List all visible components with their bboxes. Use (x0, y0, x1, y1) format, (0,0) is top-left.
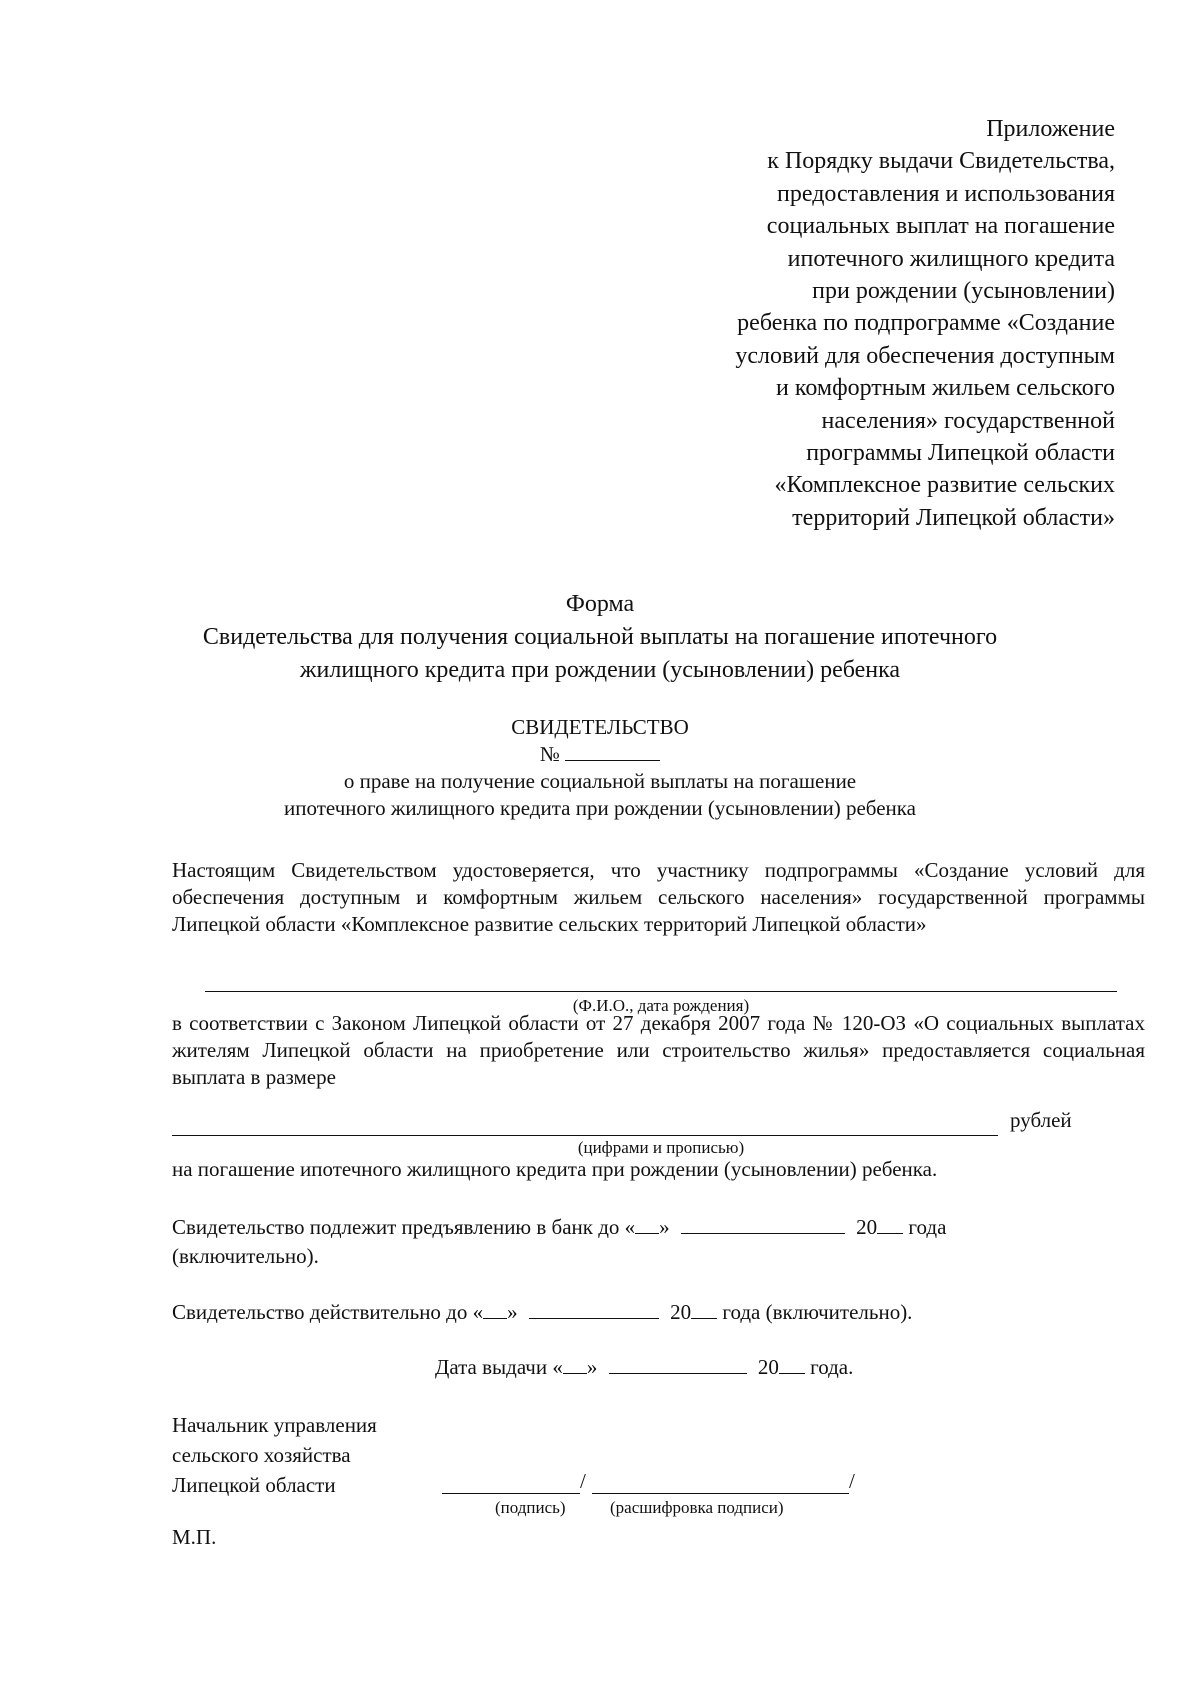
form-title-line2: Свидетельства для получения социальной выплаты на погашение ипотечного (202, 624, 998, 650)
bank-month-blank[interactable] (681, 1215, 845, 1234)
bank-line-prefix: Свидетельство подлежит предъявлению в банк до « (172, 1215, 636, 1239)
amount-blank-line[interactable] (172, 1135, 998, 1136)
appendix-line: территорий Липецкой области» (792, 504, 1115, 531)
valid-until-line (172, 1299, 912, 1326)
bank-year-blank[interactable] (877, 1215, 903, 1234)
signature-decode-blank-line[interactable] (592, 1493, 849, 1494)
appendix-line: предоставления и использования (777, 180, 1115, 207)
signature-slash-end: / (849, 1469, 855, 1493)
issue-month-blank[interactable] (609, 1355, 747, 1374)
appendix-line: условий для обеспечения доступным (735, 342, 1115, 369)
valid-quote-close: » (507, 1300, 518, 1324)
issue-year-blank[interactable] (779, 1355, 805, 1374)
appendix-line: социальных выплат на погашение (766, 213, 1115, 240)
issue-date-line (435, 1354, 853, 1381)
bank-deadline-line2: (включительно). (172, 1244, 319, 1268)
appendix-line: населения» государственной (821, 407, 1115, 434)
valid-day-blank[interactable] (483, 1300, 507, 1319)
rubles-label: рублей (1010, 1108, 1072, 1132)
bank-day-blank[interactable] (635, 1215, 659, 1234)
issue-year-prefix: 20 (757, 1355, 779, 1379)
paragraph-law: в соответствии с Законом Липецкой области от 27 декабря 2007 года № 120-ОЗ «О социальных выплатах жителям Липецкой области на приобретение или строительство жилья» предоставляется социальная выплата в размере (172, 1011, 1145, 1089)
certificate-title: СВИДЕТЕЛЬСТВО (511, 715, 689, 739)
position-line3: Липецкой области (172, 1473, 336, 1497)
valid-month-blank[interactable] (529, 1300, 659, 1319)
valid-year-prefix: 20 (670, 1300, 692, 1324)
form-title-line1: Форма (565, 591, 635, 617)
appendix-header (555, 113, 1115, 534)
issue-day-blank[interactable] (563, 1355, 587, 1374)
appendix-line: ребенка по подпрограмме «Создание (737, 310, 1115, 337)
certificate-subtitle2: ипотечного жилищного кредита при рождении (усыновлении) ребенка (284, 796, 916, 820)
signature-decode-caption: (расшифровка подписи) (610, 1498, 784, 1517)
signature-blank-line[interactable] (442, 1493, 580, 1494)
appendix-line: Приложение (986, 116, 1115, 142)
bank-quote-close: » (659, 1215, 670, 1239)
signatory-position (172, 1410, 377, 1500)
number-blank[interactable] (565, 742, 660, 761)
valid-suffix: года (включительно). (722, 1300, 913, 1324)
valid-prefix: Свидетельство действительно до « (172, 1300, 484, 1324)
form-title (140, 588, 1060, 687)
amount-caption: (цифрами и прописью) (577, 1138, 745, 1157)
bank-deadline-line (172, 1214, 946, 1241)
appendix-line: «Комплексное развитие сельских (774, 472, 1115, 499)
signature-slash: / (580, 1469, 586, 1493)
appendix-line: программы Липецкой области (806, 440, 1115, 467)
appendix-line: ипотечного жилищного кредита (787, 245, 1115, 272)
valid-year-blank[interactable] (691, 1300, 717, 1319)
signature-caption: (подпись) (495, 1498, 566, 1517)
certificate-number (170, 741, 1030, 768)
position-line1: Начальник управления (172, 1413, 377, 1437)
fio-caption: (Ф.И.О., дата рождения) (572, 996, 750, 1015)
fio-blank-line[interactable] (205, 991, 1117, 992)
certificate-subtitle1: о праве на получение социальной выплаты на погашение (343, 769, 857, 793)
paragraph-participant: Настоящим Свидетельством удостоверяется, что участнику подпрограммы «Создание условий для обеспечения доступным и комфортным жильем сельского населения» государственной программы Липецкой области «Комплексное развитие сельских территорий Липецкой области» (172, 858, 1145, 936)
appendix-line: при рождении (усыновлении) (812, 278, 1115, 305)
bank-year-prefix: 20 (856, 1215, 878, 1239)
issue-suffix: года. (810, 1355, 854, 1379)
stamp-placeholder: М.П. (172, 1525, 217, 1549)
certificate-heading (170, 714, 1030, 822)
position-line2: сельского хозяйства (172, 1443, 351, 1467)
form-title-line3: жилищного кредита при рождении (усыновлении) ребенка (299, 657, 901, 683)
issue-prefix: Дата выдачи « (435, 1355, 563, 1379)
appendix-line: к Порядку выдачи Свидетельства, (767, 148, 1115, 175)
issue-quote-close: » (586, 1355, 598, 1379)
paragraph-purpose: на погашение ипотечного жилищного кредита при рождении (усыновлении) ребенка. (172, 1157, 938, 1181)
appendix-line: и комфортным жильем сельского (776, 375, 1115, 402)
number-sign: № (539, 742, 560, 766)
bank-line-suffix: года (908, 1215, 947, 1239)
